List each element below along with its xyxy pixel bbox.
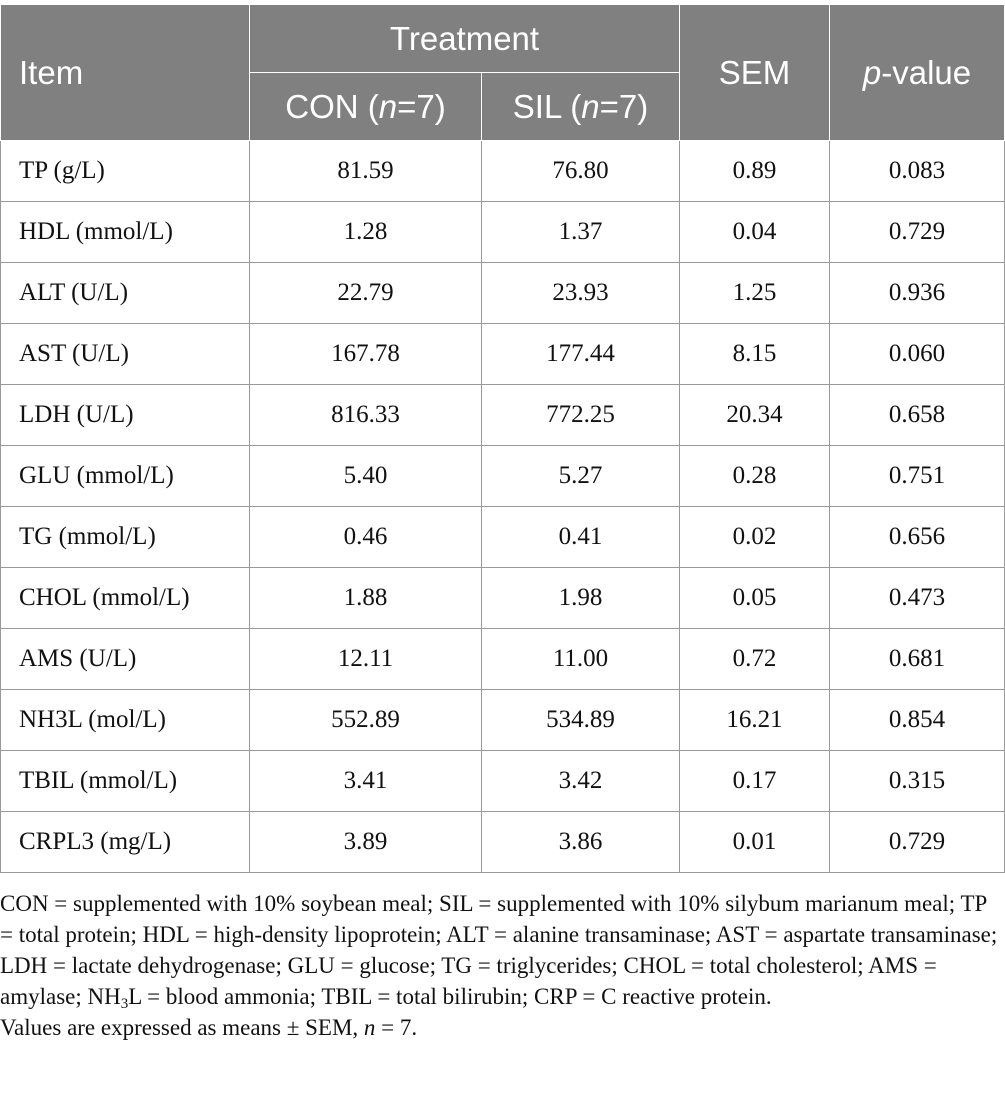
row-item: TBIL (mmol/L) (1, 751, 250, 812)
row-con: 5.40 (250, 446, 482, 507)
row-p-value: 0.936 (830, 263, 1005, 324)
table-row (1, 568, 1005, 629)
row-item: CHOL (mmol/L) (1, 568, 250, 629)
row-sil: 3.42 (482, 751, 680, 812)
row-sem: 0.17 (680, 751, 830, 812)
row-item: HDL (mmol/L) (1, 202, 250, 263)
row-sil: 177.44 (482, 324, 680, 385)
row-item: NH3L (mol/L) (1, 690, 250, 751)
row-sem: 16.21 (680, 690, 830, 751)
row-item: CRPL3 (mg/L) (1, 812, 250, 873)
row-sem: 20.34 (680, 385, 830, 446)
row-con: 81.59 (250, 141, 482, 202)
row-sil: 1.37 (482, 202, 680, 263)
row-sem: 1.25 (680, 263, 830, 324)
header-p-value: p-value (830, 5, 1005, 141)
table-row (1, 751, 1005, 812)
row-item: LDH (U/L) (1, 385, 250, 446)
row-p-value: 0.658 (830, 385, 1005, 446)
row-p-value: 0.083 (830, 141, 1005, 202)
row-item: ALT (U/L) (1, 263, 250, 324)
row-p-value: 0.060 (830, 324, 1005, 385)
row-p-value: 0.315 (830, 751, 1005, 812)
abbreviations-note: CON = supplemented with 10% soybean meal; SIL = supplemented with 10% silybum marianum meal; TP = total protein; HDL = high-density lipoprotein; ALT = alanine transaminase; AST = aspartate transaminase; LDH = lactate dehydrogenase; GLU = glucose; TG = triglycerides; CHOL = total cholesterol; AMS = amylase; $NH_3L$ = blood ammonia; TBIL = total bilirubin; CRP = C reactive protein. (0, 891, 998, 1012)
table-row (1, 324, 1005, 385)
row-con: 816.33 (250, 385, 482, 446)
table-row (1, 690, 1005, 751)
row-sem: 0.01 (680, 812, 830, 873)
table-row (1, 141, 1005, 202)
row-item: AST (U/L) (1, 324, 250, 385)
row-con: 552.89 (250, 690, 482, 751)
row-con: 0.46 (250, 507, 482, 568)
table-row (1, 812, 1005, 873)
table-footnote (0, 888, 1004, 1043)
row-p-value: 0.854 (830, 690, 1005, 751)
row-p-value: 0.681 (830, 629, 1005, 690)
row-con: 12.11 (250, 629, 482, 690)
row-sil: 1.98 (482, 568, 680, 629)
row-con: 3.41 (250, 751, 482, 812)
table-row (1, 629, 1005, 690)
table-row (1, 202, 1005, 263)
row-sem: 0.89 (680, 141, 830, 202)
row-con: 167.78 (250, 324, 482, 385)
header-treatment: Treatment (250, 5, 680, 73)
table-row (1, 446, 1005, 507)
header-con: CON (n=7) (250, 73, 482, 141)
row-item: AMS (U/L) (1, 629, 250, 690)
table-row (1, 385, 1005, 446)
row-con: 1.28 (250, 202, 482, 263)
header-item: Item (1, 5, 250, 141)
row-p-value: 0.729 (830, 812, 1005, 873)
row-sil: 23.93 (482, 263, 680, 324)
row-sil: 534.89 (482, 690, 680, 751)
values-note: Values are expressed as means ± SEM, n = 7. (0, 1015, 418, 1040)
row-con: 3.89 (250, 812, 482, 873)
table-row (1, 507, 1005, 568)
header-sil: SIL (n=7) (482, 73, 680, 141)
row-sem: 8.15 (680, 324, 830, 385)
row-sil: 0.41 (482, 507, 680, 568)
row-p-value: 0.656 (830, 507, 1005, 568)
row-sem: 0.04 (680, 202, 830, 263)
row-sil: 5.27 (482, 446, 680, 507)
row-sem: 0.72 (680, 629, 830, 690)
row-sem: 0.05 (680, 568, 830, 629)
row-sem: 0.02 (680, 507, 830, 568)
table-row (1, 263, 1005, 324)
row-sem: 0.28 (680, 446, 830, 507)
header-row-1 (1, 5, 1005, 73)
row-item: GLU (mmol/L) (1, 446, 250, 507)
row-con: 1.88 (250, 568, 482, 629)
row-sil: 11.00 (482, 629, 680, 690)
row-item: TP (g/L) (1, 141, 250, 202)
row-p-value: 0.751 (830, 446, 1005, 507)
row-item: TG (mmol/L) (1, 507, 250, 568)
row-sil: 76.80 (482, 141, 680, 202)
row-sil: 772.25 (482, 385, 680, 446)
header-sem: SEM (680, 5, 830, 141)
row-p-value: 0.729 (830, 202, 1005, 263)
row-sil: 3.86 (482, 812, 680, 873)
row-con: 22.79 (250, 263, 482, 324)
results-table (0, 4, 1005, 873)
row-p-value: 0.473 (830, 568, 1005, 629)
